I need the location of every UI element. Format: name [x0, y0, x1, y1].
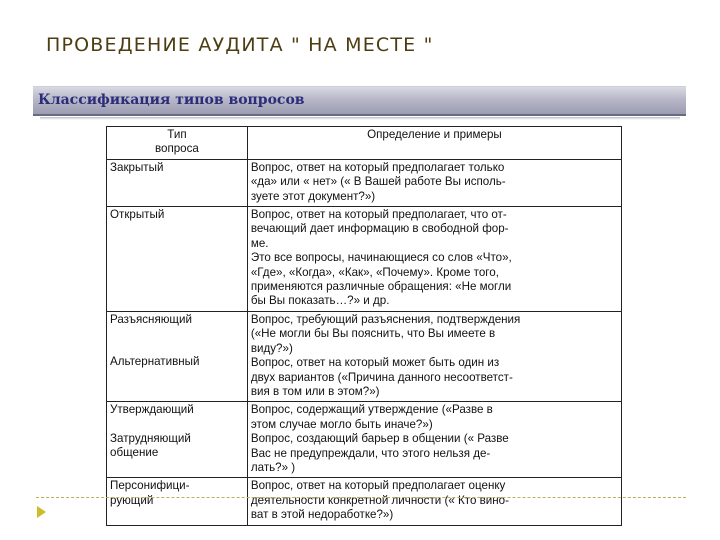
definition-cell: Вопрос, ответ на который предполагает только «да» или « нет» (« В Вашей работе Вы исполь- зуете этот документ?»): [247, 159, 621, 206]
banner-title: Классификация типов вопросов: [38, 92, 305, 108]
slide-title: ПРОВЕДЕНИЕ АУДИТА " НА МЕСТЕ ": [46, 34, 434, 56]
type-cell: [107, 311, 248, 401]
table-row: [107, 207, 622, 312]
table-row: [107, 311, 622, 401]
arrow-bullet-icon: [37, 506, 46, 518]
definition-cell: Вопрос, ответ на который предполагает оценку деятельности конкретной личности (« Кто вино- ват в этой недоработке?»): [247, 478, 621, 525]
table-row: [107, 402, 622, 478]
type-cell: [107, 207, 248, 312]
banner-shadow: [40, 117, 680, 120]
table-row: [107, 159, 622, 206]
header-definition: Определение и примеры: [247, 127, 621, 160]
type-label: Утверждающий: [110, 403, 194, 417]
table-header-row: [107, 127, 622, 160]
definition-cell: Вопрос, содержащий утверждение («Разве в этом случае могло быть иначе?») Вопрос, создающий барьер в общении (« Разве Вас не предупреждали, что этого нельзя де- лать?» ): [247, 402, 621, 478]
question-types-table: [106, 126, 622, 526]
table-row: [107, 478, 622, 525]
type-label: Разъясняющий: [110, 312, 192, 326]
section-banner: [33, 86, 686, 116]
type-label: Открытый: [110, 208, 165, 222]
type-cell: [107, 478, 248, 525]
footer-divider: [36, 497, 686, 498]
definition-cell: Вопрос, требующий разъяснения, подтверждения («Не могли бы Вы пояснить, что Вы имеете в виду?») Вопрос, ответ на который может быть один из двух вариантов («Причина данного несоответст- вия в том или в этом?»): [247, 311, 621, 401]
header-type: Тип вопроса: [107, 127, 248, 160]
type-cell: [107, 402, 248, 478]
type-label: Персонифици-рующий: [110, 479, 190, 507]
type-cell: [107, 159, 248, 206]
type-label: Альтернативный: [110, 355, 200, 369]
question-types-table-container: [106, 126, 622, 526]
type-label: Затрудняющий общение: [110, 431, 191, 460]
type-label: Закрытый: [110, 160, 164, 174]
definition-cell: Вопрос, ответ на который предполагает, что от- вечающий дает информацию в свободной фор- ме. Это все вопросы, начинающиеся со слов «Что», «Где», «Когда», «Как», «Почему». Кроме того, применяются различные обращения: «Не могли бы Вы показать…?» и др.: [247, 207, 621, 312]
